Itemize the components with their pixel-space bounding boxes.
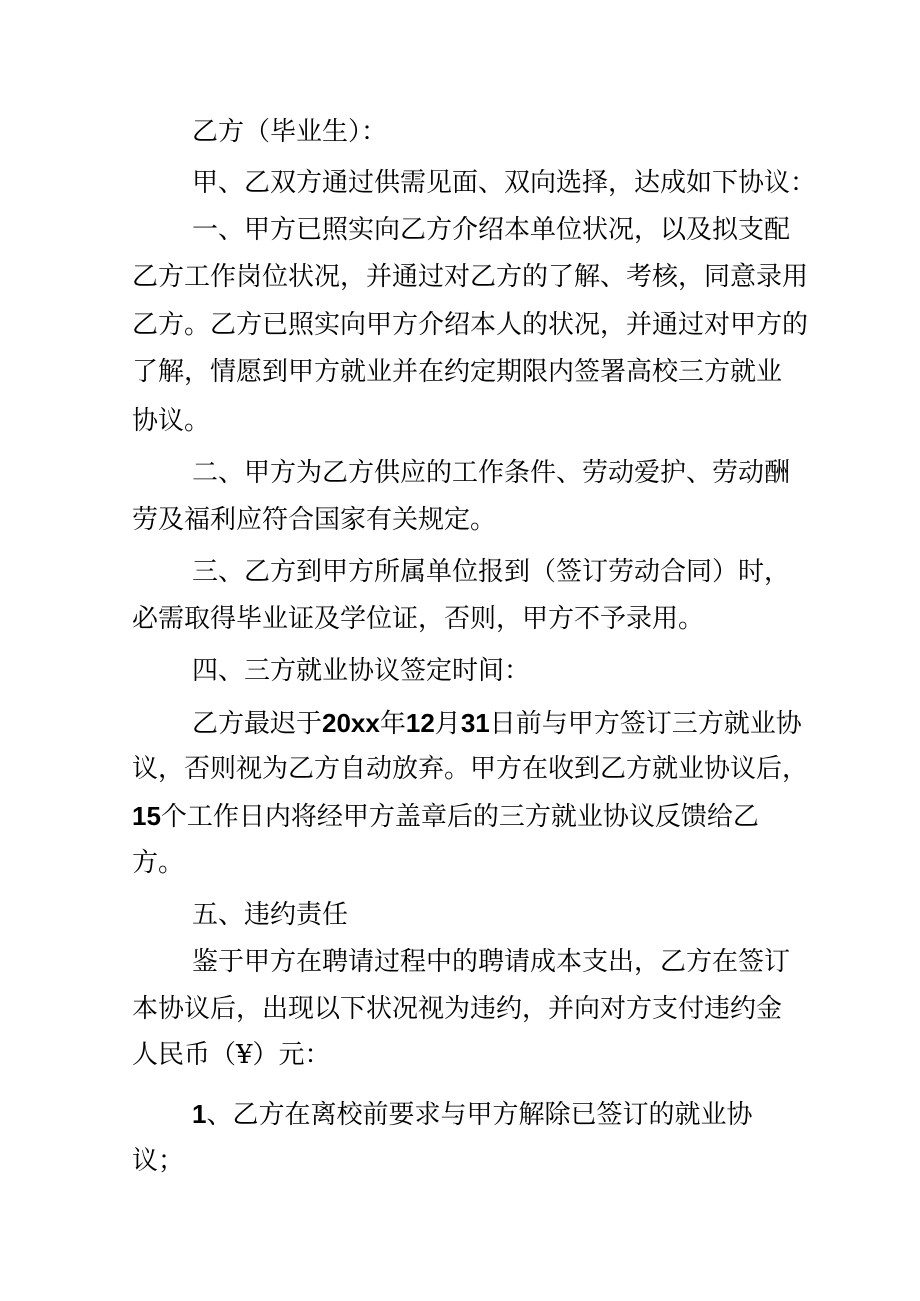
text-line: 乙方工作岗位状况，并通过对乙方的了解、考核，同意录用 — [132, 262, 809, 292]
text-line: 协议。 — [132, 406, 211, 436]
text-run: 年 — [379, 709, 406, 739]
text-line: 三、乙方到甲方所属单位报到（签订劳动合同）时， — [192, 557, 791, 587]
text-run: 乙方最迟于 — [192, 709, 323, 739]
text-line: 议； — [132, 1146, 185, 1176]
text-line: 了解，情愿到甲方就业并在约定期限内签署高校三方就业 — [132, 357, 783, 387]
text-line: 二、甲方为乙方供应的工作条件、劳动爱护、劳动酬 — [192, 458, 791, 488]
text-line: 乙方。乙方已照实向甲方介绍本人的状况，并通过对甲方的 — [132, 310, 809, 340]
numeral-run: 31 — [460, 708, 490, 738]
text-run: 月 — [434, 709, 461, 739]
numeral-run: 1 — [192, 1099, 207, 1129]
text-line — [132, 796, 759, 836]
text-line: 乙方（毕业生）： — [192, 117, 388, 147]
text-line: 本协议后，出现以下状况视为违约，并向对方支付违约金 — [132, 994, 783, 1024]
text-line: 一、甲方已照实向乙方介绍本单位状况，以及拟支配 — [192, 215, 791, 245]
numeral-run: 12 — [405, 708, 435, 738]
text-line: 五、违约责任 — [192, 900, 349, 930]
text-run: 日前与甲方签订三方就业协 — [489, 709, 802, 739]
text-line: 必需取得毕业证及学位证，否则，甲方不予录用。 — [132, 604, 705, 634]
text-run: 、乙方在离校前要求与甲方解除已签订的就业协 — [206, 1100, 753, 1130]
text-run: 个工作日内将经甲方盖章后的三方就业协议反馈给乙 — [160, 802, 759, 832]
text-line: 劳及福利应符合国家有关规定。 — [132, 505, 497, 535]
text-line — [192, 1094, 752, 1134]
text-line: 甲、乙双方通过供需见面、双向选择，达成如下协议： — [192, 168, 817, 198]
numeral-run: 20xx — [322, 708, 380, 738]
text-line — [192, 703, 802, 743]
text-line: 议，否则视为乙方自动放弃。甲方在收到乙方就业协议后， — [132, 754, 809, 784]
text-line: 四、三方就业协议签定时间： — [192, 656, 531, 686]
text-line: 人民币（¥）元： — [132, 1040, 331, 1070]
text-line: 鉴于甲方在聘请过程中的聘请成本支出，乙方在签订 — [192, 947, 791, 977]
text-line: 方。 — [132, 848, 185, 878]
numeral-run: 15 — [132, 801, 161, 831]
